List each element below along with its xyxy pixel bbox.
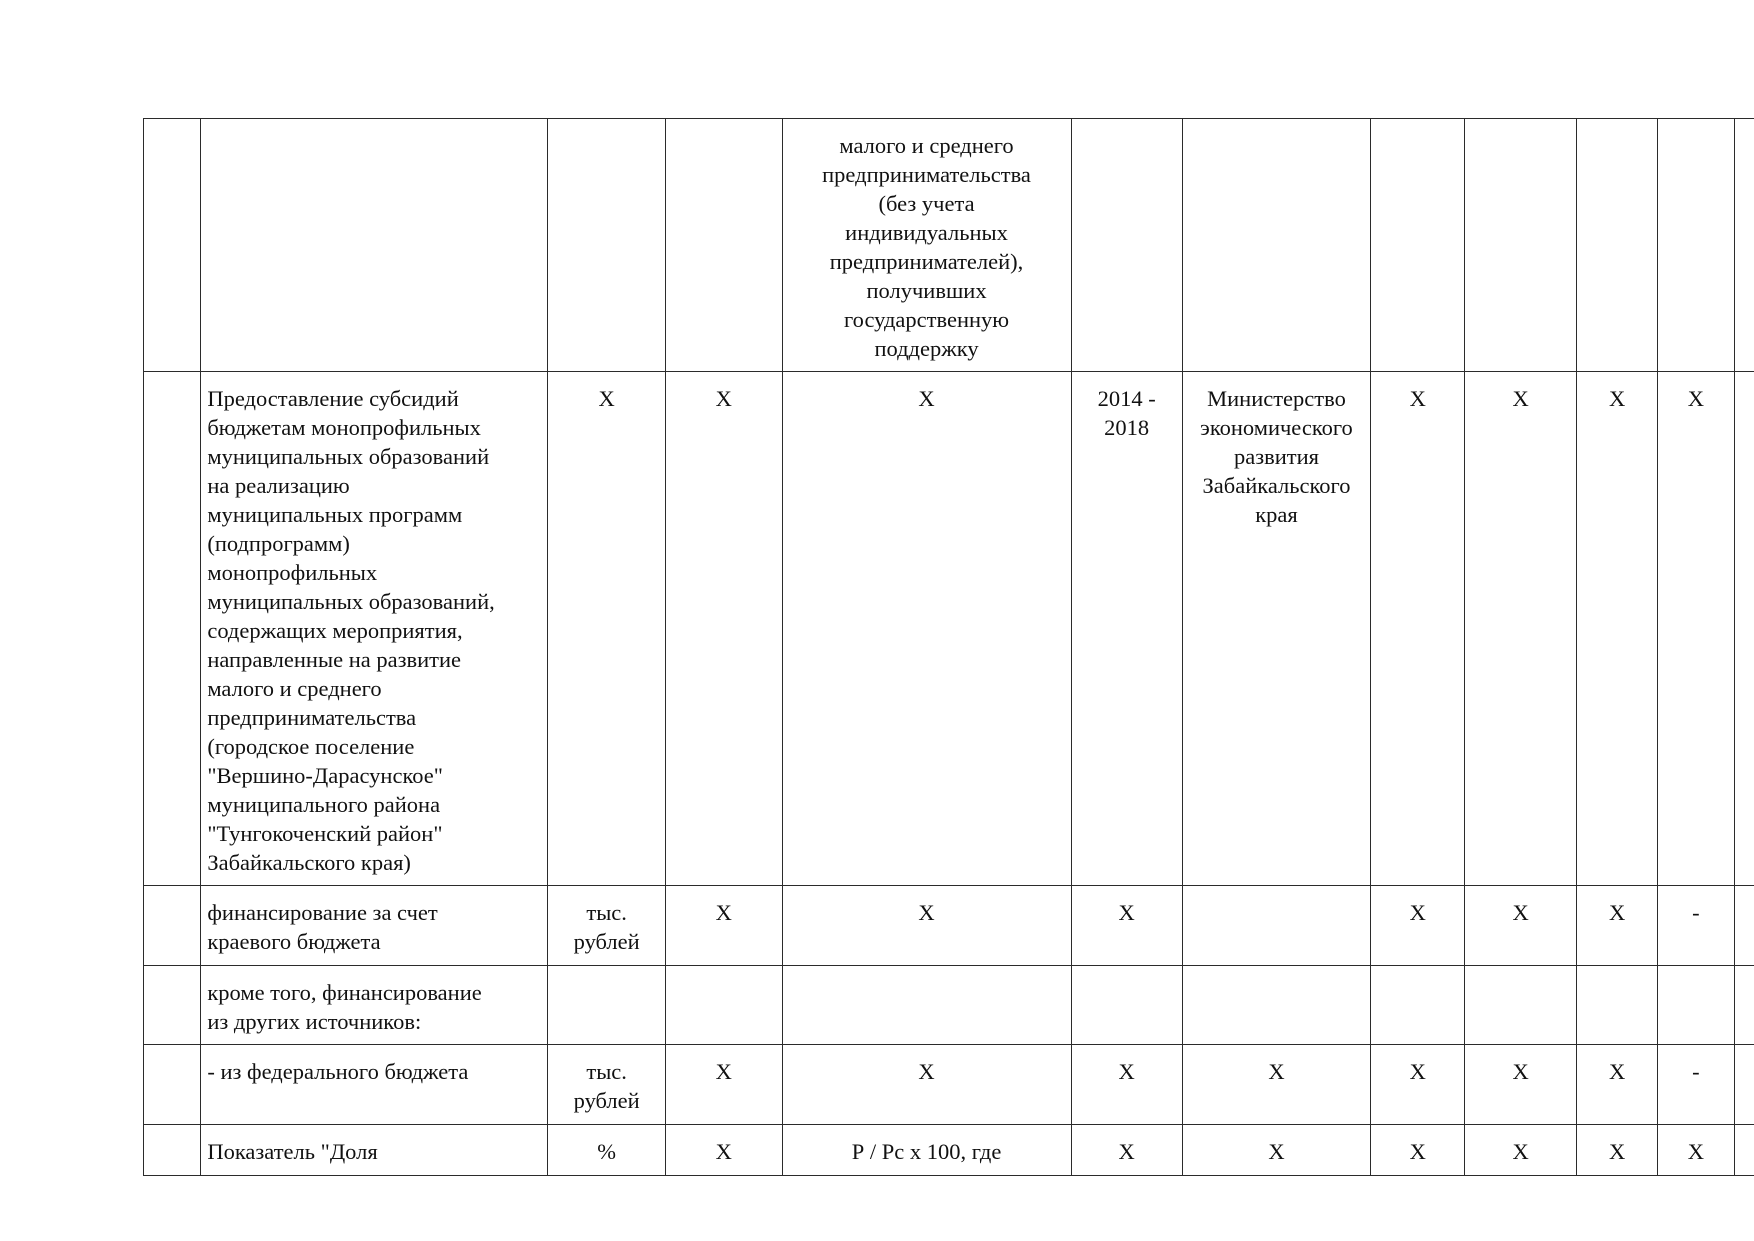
unit-cell — [548, 1125, 665, 1176]
executor-cell — [1182, 119, 1371, 372]
year-cell-3 — [1577, 1125, 1658, 1176]
value-cell — [665, 886, 782, 966]
cell-text: Показатель "Доля — [207, 1139, 378, 1164]
name-cell — [201, 1125, 548, 1176]
cell-text: - — [1692, 900, 1700, 925]
year-cell-1 — [1371, 372, 1465, 886]
formula-cell — [782, 1125, 1071, 1176]
period-cell — [1071, 119, 1182, 372]
year-cell-4 — [1658, 966, 1734, 1045]
name-cell — [201, 119, 548, 372]
cell-text: тыс. рублей — [573, 1059, 640, 1113]
cell-text: - из федерального бюджета — [207, 1059, 469, 1084]
number-cell — [144, 966, 201, 1045]
year-cell-3 — [1577, 119, 1658, 372]
number-cell — [144, 1045, 201, 1125]
year-cell-2 — [1465, 1125, 1577, 1176]
value-cell — [665, 1125, 782, 1176]
unit-cell — [548, 1045, 665, 1125]
cell-text: Х — [1687, 386, 1704, 411]
cell-text: Министерство экономического развития Забайкальского края — [1200, 386, 1353, 527]
value-cell — [665, 119, 782, 372]
cell-text: Х — [715, 900, 732, 925]
year-cell-1 — [1371, 1045, 1465, 1125]
cell-text: кроме того, финансирование из других источников: — [207, 980, 482, 1034]
number-cell — [144, 372, 201, 886]
year-cell-1 — [1371, 119, 1465, 372]
period-cell — [1071, 1125, 1182, 1176]
unit-cell — [548, 372, 665, 886]
cell-text: Х — [1512, 386, 1529, 411]
cell-text: тыс. рублей — [573, 900, 640, 954]
period-cell — [1071, 886, 1182, 966]
cell-text: 2014 - 2018 — [1097, 386, 1156, 440]
formula-cell — [782, 966, 1071, 1045]
period-cell — [1071, 372, 1182, 886]
formula-cell — [782, 119, 1071, 372]
cell-text: Р / Рс х 100, где — [851, 1139, 1002, 1164]
cell-text: Х — [1268, 1139, 1285, 1164]
cell-text: Х — [1118, 1139, 1135, 1164]
year-cell-1 — [1371, 966, 1465, 1045]
formula-cell — [782, 372, 1071, 886]
document-table — [143, 118, 1754, 1176]
year-cell-4 — [1658, 372, 1734, 886]
formula-cell — [782, 886, 1071, 966]
year-cell-5 — [1734, 886, 1754, 966]
year-cell-3 — [1577, 886, 1658, 966]
year-cell-2 — [1465, 1045, 1577, 1125]
table-row — [144, 966, 1754, 1045]
year-cell-5 — [1734, 372, 1754, 886]
cell-text: Х — [1118, 1059, 1135, 1084]
year-cell-4 — [1658, 1045, 1734, 1125]
value-cell — [665, 372, 782, 886]
year-cell-5 — [1734, 1125, 1754, 1176]
value-cell — [665, 1045, 782, 1125]
year-cell-1 — [1371, 886, 1465, 966]
executor-cell — [1182, 372, 1371, 886]
table-row — [144, 1045, 1754, 1125]
formula-cell — [782, 1045, 1071, 1125]
period-cell — [1071, 1045, 1182, 1125]
number-cell — [144, 119, 201, 372]
cell-text: Х — [1609, 900, 1626, 925]
cell-text: Х — [1409, 1139, 1426, 1164]
year-cell-4 — [1658, 1125, 1734, 1176]
cell-text: Х — [1409, 1059, 1426, 1084]
cell-text: - — [1692, 1059, 1700, 1084]
cell-text: Х — [1118, 900, 1135, 925]
year-cell-3 — [1577, 1045, 1658, 1125]
year-cell-2 — [1465, 966, 1577, 1045]
name-cell — [201, 966, 548, 1045]
cell-text: Х — [1268, 1059, 1285, 1084]
year-cell-5 — [1734, 119, 1754, 372]
year-cell-2 — [1465, 886, 1577, 966]
unit-cell — [548, 119, 665, 372]
unit-cell — [548, 966, 665, 1045]
year-cell-2 — [1465, 372, 1577, 886]
cell-text: Х — [1512, 900, 1529, 925]
executor-cell — [1182, 1045, 1371, 1125]
name-cell — [201, 372, 548, 886]
table-row — [144, 1125, 1754, 1176]
name-cell — [201, 1045, 548, 1125]
cell-text: Х — [1512, 1059, 1529, 1084]
cell-text: Х — [1512, 1139, 1529, 1164]
cell-text: Предоставление субсидий бюджетам монопрофильных муниципальных образований на реализацию муниципальных программ (подпрограмм) монопрофильных муниципальных образований, содержащих мероприятия, направленные на развитие малого и среднего предпринимательства (городское поселение "Вершино-Дарасунское" муниципального района "Тунгокоченский район" Забайкальского края) — [207, 386, 495, 875]
number-cell — [144, 886, 201, 966]
cell-text: Х — [1409, 900, 1426, 925]
number-cell — [144, 1125, 201, 1176]
cell-text: Х — [715, 386, 732, 411]
unit-cell — [548, 886, 665, 966]
cell-text: Х — [1409, 386, 1426, 411]
cell-text: Х — [918, 386, 935, 411]
cell-text: Х — [715, 1059, 732, 1084]
cell-text: финансирование за счет краевого бюджета — [207, 900, 438, 954]
executor-cell — [1182, 886, 1371, 966]
cell-text: Х — [598, 386, 615, 411]
table-row — [144, 119, 1754, 372]
cell-text: % — [597, 1139, 617, 1164]
cell-text: Х — [1609, 386, 1626, 411]
year-cell-1 — [1371, 1125, 1465, 1176]
table-row — [144, 372, 1754, 886]
table-row — [144, 886, 1754, 966]
year-cell-3 — [1577, 372, 1658, 886]
year-cell-4 — [1658, 886, 1734, 966]
year-cell-5 — [1734, 966, 1754, 1045]
cell-text: Х — [918, 1059, 935, 1084]
name-cell — [201, 886, 548, 966]
year-cell-2 — [1465, 119, 1577, 372]
executor-cell — [1182, 1125, 1371, 1176]
cell-text: Х — [918, 900, 935, 925]
cell-text: Х — [1687, 1139, 1704, 1164]
cell-text: малого и среднего предпринимательства (без учета индивидуальных предпринимателей), получивших государственную поддержку — [822, 133, 1031, 361]
year-cell-4 — [1658, 119, 1734, 372]
year-cell-5 — [1734, 1045, 1754, 1125]
cell-text: Х — [715, 1139, 732, 1164]
executor-cell — [1182, 966, 1371, 1045]
value-cell — [665, 966, 782, 1045]
cell-text: Х — [1609, 1139, 1626, 1164]
year-cell-3 — [1577, 966, 1658, 1045]
cell-text: Х — [1609, 1059, 1626, 1084]
period-cell — [1071, 966, 1182, 1045]
